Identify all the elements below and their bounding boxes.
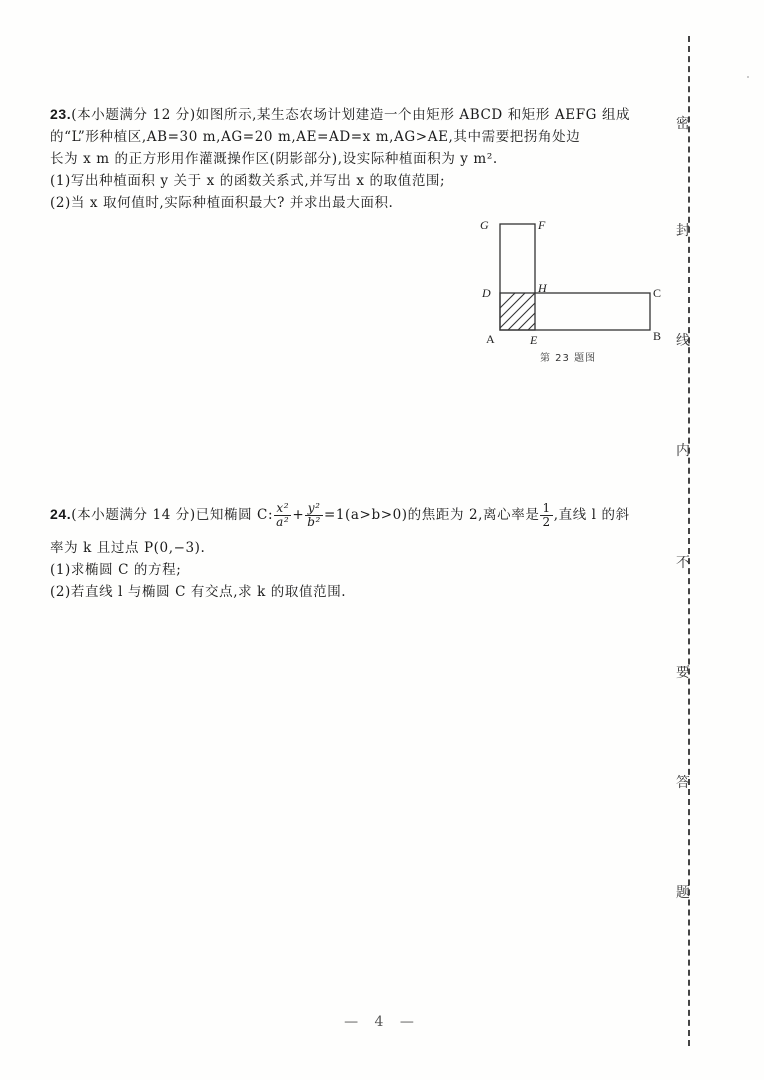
fraction-y2-b2: $\frac{\text{y²}}{\text{b²}}$ bbox=[307, 501, 321, 529]
q24-line1-post: =1(a>b>0)的焦距为 2,离心率是 bbox=[323, 507, 540, 523]
q24-part-2: (2)若直线 l 与椭圆 C 有交点,求 k 的取值范围. bbox=[50, 584, 347, 600]
label-A: A bbox=[486, 332, 495, 346]
q24-line1-end: ,直线 l 的斜 bbox=[553, 507, 630, 523]
q23-line-1 bbox=[50, 103, 630, 126]
label-E: E bbox=[530, 333, 538, 347]
q23-line-3: 长为 x m 的正方形用作灌溉操作区(阴影部分),设实际种植面积为 y m². bbox=[50, 151, 498, 167]
q24-number: 24. bbox=[50, 506, 72, 522]
q23-part-1: (1)写出种植面积 y 关于 x 的函数关系式,并写出 x 的取值范围; bbox=[50, 173, 446, 189]
q23-header: (本小题满分 12 分) bbox=[71, 107, 196, 123]
margin-char-1: 密 bbox=[676, 116, 690, 132]
question-23 bbox=[50, 103, 630, 214]
margin-char-2: 封 bbox=[676, 223, 690, 239]
q23-part-2: (2)当 x 取何值时,实际种植面积最大? 并求出最大面积. bbox=[50, 195, 394, 211]
page-number: — 4 — bbox=[344, 1014, 420, 1030]
label-H: H bbox=[538, 281, 547, 295]
figure-caption: 第 23 题图 bbox=[540, 353, 597, 364]
fraction-x2-a2: $\frac{\text{x²}}{\text{a²}}$ bbox=[276, 501, 290, 529]
l-shape-diagram bbox=[478, 218, 668, 368]
margin-char-3: 线 bbox=[676, 333, 690, 349]
margin-char-4: 内 bbox=[676, 443, 690, 459]
question-24 bbox=[50, 496, 630, 603]
label-G: G bbox=[480, 218, 489, 232]
q24-header: (本小题满分 14 分) bbox=[71, 507, 196, 523]
label-D: D bbox=[482, 286, 491, 300]
scan-speck bbox=[747, 76, 749, 78]
margin-char-8: 题 bbox=[676, 885, 690, 901]
label-C: C bbox=[653, 286, 662, 300]
margin-char-7: 答 bbox=[676, 775, 690, 791]
label-B: B bbox=[653, 329, 662, 343]
q23-line-2: 的“L”形种植区,AB=30 m,AG=20 m,AE=AD=x m,AG>AE,其中需要把拐角处边 bbox=[50, 129, 581, 145]
q24-line1-pre: 已知椭圆 C: bbox=[195, 507, 274, 523]
q24-line-1 bbox=[50, 496, 630, 533]
q23-figure bbox=[478, 218, 668, 368]
q23-line1-text: 如图所示,某生态农场计划建造一个由矩形 ABCD 和矩形 AEFG 组成 bbox=[195, 107, 631, 123]
q23-number: 23. bbox=[50, 106, 72, 122]
plus-sign: + bbox=[292, 507, 305, 523]
margin-char-6: 要 bbox=[676, 665, 690, 681]
label-F: F bbox=[538, 218, 546, 232]
fraction-one-half: $\frac{1}{2}$ bbox=[542, 501, 551, 529]
shaded-hatch bbox=[478, 293, 565, 330]
q24-part-1: (1)求椭圆 C 的方程; bbox=[50, 562, 182, 578]
q24-line-2: 率为 k 且过点 P(0,−3). bbox=[50, 540, 206, 556]
margin-char-5: 不 bbox=[676, 555, 690, 571]
